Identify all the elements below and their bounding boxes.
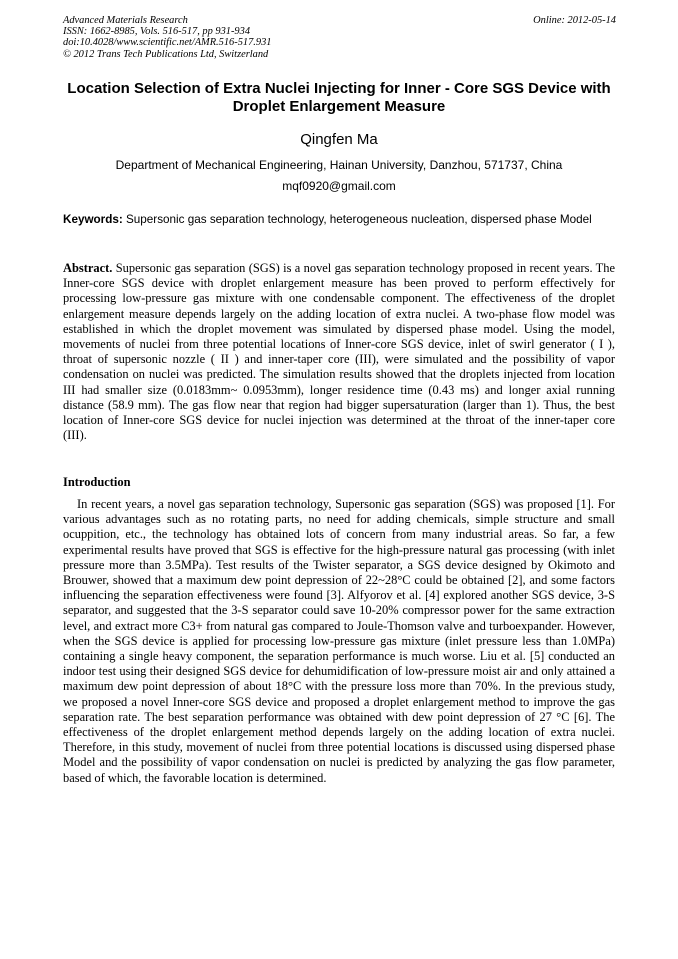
introduction-paragraph: In recent years, a novel gas separation technology, Supersonic gas separation (SGS) was proposed [1]. For various advantages such as no rotating parts, no need for adding chemicals, simple structure and small ocuppition, etc., the technology has obtained lots of concern from many industrial areas. So far, a few experimental results have proved that SGS is effective for the high-pressure natural gas processing (with inlet pressure more than 3.5MPa). Test results of the Twister separator, a SGS device designed by Okimoto and Brouwer, showed that a maximum dew point depression of 22~28°C could be obtained [2], and some factors influencing the separation effectiveness were found [3]. Alfyorov et al. [4] explored another SGS device, 3-S separator, and suggested that the 3-S separator could save 10-20% compressor power for the same extraction level, and extract more C3+ from natural gas compared to Joule-Thomson valve and turboexpander. However, when the SGS device is applied for processing low-pressure gas mixture (inlet pressure less than 1.0MPa) containing a single heavy component, the separation performance is much worse. Liu et al. [5] conducted an indoor test using their designed SGS device for dehumidification of low-pressure moist air and only attained a maximum dew point depression of about 18°C with the pressure loss more than 70%. In the previous study, we proposed a novel Inner-core SGS device and proposed a droplet enlargement method to improve the gas separation rate. The best separation performance was obtained with dew point depression of 27 °C [6]. The effectiveness of the droplet enlargement method depends largely on the adding location of extra nuclei. Therefore, in this study, movement of nuclei from three potential locations is discussed using dispersed phase Model and the possibility of vapor condensation on nuclei is predicted by analyzing the gas flow parameter, based of which, the favorable location is determined. (63, 497, 615, 785)
journal-name: Advanced Materials Research (63, 15, 188, 26)
keywords-label: Keywords: (63, 213, 123, 226)
abstract-label: Abstract. (63, 261, 113, 275)
issn-line: ISSN: 1662-8985, Vols. 516-517, pp 931-934 (63, 26, 251, 38)
paper-title: Location Selection of Extra Nuclei Injecting for Inner - Core SGS Device with Droplet Enlargement Measure (67, 80, 611, 115)
doi-line: doi:10.4028/www.scientific.net/AMR.516-517.931 (63, 37, 272, 49)
author-name: Qingfen Ma (300, 131, 378, 148)
keywords-text: Supersonic gas separation technology, heterogeneous nucleation, dispersed phase Model (126, 213, 592, 226)
abstract-text: Supersonic gas separation (SGS) is a novel gas separation technology proposed in recent years. The Inner-core SGS device with droplet enlargement measure has been proved to perform effectively for processing low-pressure gas mixture with one condensable component. The effectiveness of the droplet enlargement measure depends largely on the adding location of extra nuclei. A two-phase flow model was established in which the droplet movement was simulated by dispersed phase model. Using the model, movements of nuclei from three potential locations of Inner-core SGS device, inlet of swirl generator ( I ), throat of supersonic nozzle ( II ) and inner-taper core (III), were simulated and the possibility of vapor condensation on nuclei was predicted. The simulation results showed that the droplets injected from location III had smaller size (0.0183mm~ 0.0953mm), longer residence time (0.43 ms) and longer axial running distance (58.9 mm). The gas flow near that region had bigger supersaturation (larger than 1). Thus, the best location of Inner-core SGS device for nuclei injection was determined at the throat of the inner-taper core (III). (63, 261, 616, 443)
journal-header (63, 15, 616, 60)
keywords-block (63, 212, 615, 227)
introduction-heading: Introduction (63, 475, 131, 489)
copyright-line: © 2012 Trans Tech Publications Ltd, Switzerland (63, 48, 269, 60)
author-affiliation: Department of Mechanical Engineering, Hainan University, Danzhou, 571737, China (115, 158, 563, 172)
online-date: Online: 2012-05-14 (533, 15, 616, 26)
abstract-block (63, 261, 615, 443)
author-email: mqf0920@gmail.com (282, 179, 396, 193)
